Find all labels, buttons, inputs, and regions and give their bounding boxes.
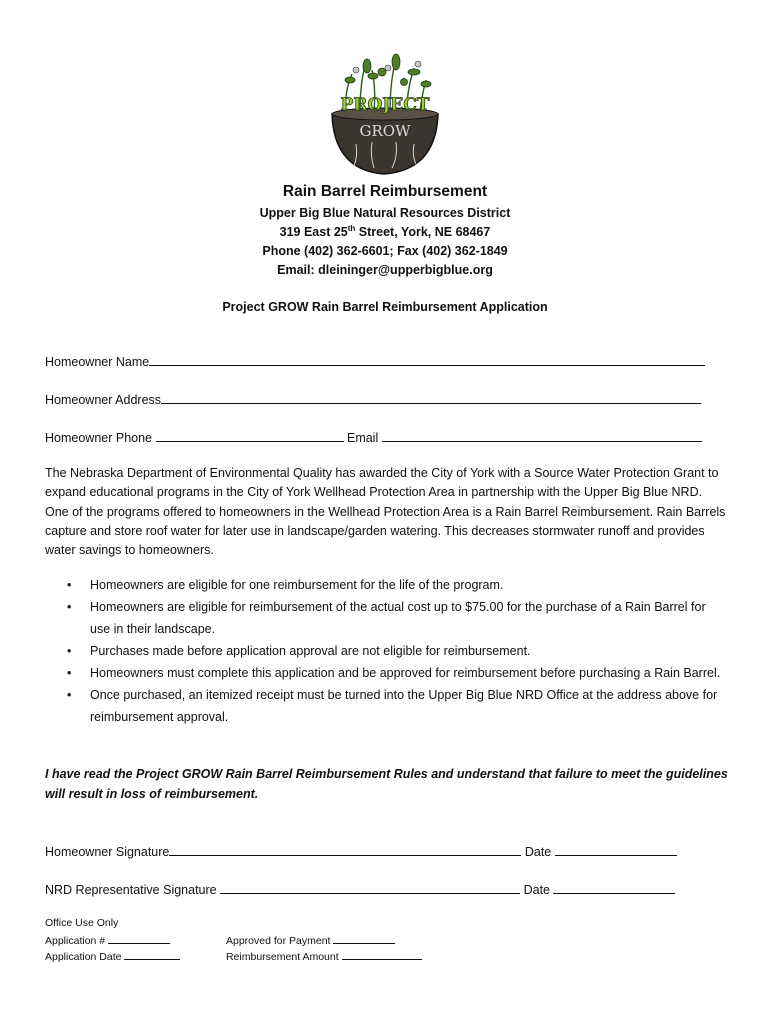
application-date-label: Application Date: [45, 951, 122, 963]
rule-item: • Homeowners must complete this application and be approved for reimbursement before purchasing a Rain Barrel.: [45, 662, 725, 684]
homeowner-address-row: [45, 390, 725, 407]
bullet-icon: •: [67, 666, 72, 680]
application-number-label: Application #: [45, 935, 106, 947]
form-title: Rain Barrel Reimbursement: [282, 183, 488, 200]
rule-item: • Purchases made before application approval are not eligible for reimbursement.: [45, 640, 725, 662]
date-label: Date: [523, 883, 550, 897]
logo-text-bottom: GROW: [359, 122, 411, 140]
bullet-icon: •: [67, 688, 72, 702]
date-label: Date: [524, 845, 552, 859]
homeowner-address-label: Homeowner Address: [45, 393, 162, 407]
org-name: Upper Big Blue Natural Resources District: [259, 206, 511, 220]
homeowner-name-field[interactable]: [149, 352, 705, 366]
reimbursement-amount-label: Reimbursement Amount: [226, 951, 339, 963]
bullet-icon: •: [67, 600, 72, 614]
office-use-heading: Office Use Only: [45, 917, 119, 929]
nrd-date-field[interactable]: [553, 880, 675, 894]
homeowner-date-field[interactable]: [555, 842, 677, 856]
homeowner-name-label: Homeowner Name: [45, 355, 150, 369]
org-address: 319 East 25th Street, York, NE 68467: [279, 223, 491, 239]
application-number-row: [45, 933, 170, 947]
logo-text-top: PROJECT: [340, 95, 430, 115]
rules-list: [45, 574, 725, 728]
approved-payment-field[interactable]: [333, 933, 395, 944]
intro-paragraph: The Nebraska Department of Environmental Quality has awarded the City of York with a Source Water Protection Grant to expand educational programs in the City of York Wellhead Protection Area in partnership with the Upper Big Blue NRD. One of the programs offered to homeowners in the Wellhead Protection Area is a Rain Barrel Reimbursement. Rain Barrels capture and store roof water for later use in landscape/garden watering. This decreases stormwater runoff and provides water savings to homeowners.: [45, 466, 726, 558]
application-title: Project GROW Rain Barrel Reimbursement Application: [222, 300, 548, 314]
homeowner-signature-row: [45, 842, 725, 859]
application-date-row: [45, 949, 180, 963]
nrd-signature-field[interactable]: [220, 880, 520, 894]
nrd-signature-row: [45, 880, 725, 897]
approved-payment-row: [226, 933, 395, 947]
project-grow-logo: [326, 52, 444, 178]
rule-item: • Once purchased, an itemized receipt must be turned into the Upper Big Blue NRD Office at the address above for reimbursement approval.: [45, 684, 725, 728]
reimbursement-amount-field[interactable]: [342, 949, 422, 960]
rule-item: • Homeowners are eligible for one reimbursement for the life of the program.: [45, 574, 725, 596]
homeowner-name-row: [45, 352, 725, 369]
homeowner-address-field[interactable]: [161, 390, 701, 404]
email-label: Email: [346, 431, 379, 445]
org-email: Email: dleininger@upperbigblue.org: [277, 263, 493, 277]
homeowner-phone-field[interactable]: [156, 428, 344, 442]
acknowledgement-notice: I have read the Project GROW Rain Barrel Reimbursement Rules and understand that failure to meet the guidelines will result in loss of reimbursement.: [45, 767, 728, 801]
email-field[interactable]: [382, 428, 702, 442]
org-phone: Phone (402) 362-6601; Fax (402) 362-1849: [262, 244, 508, 258]
reimbursement-amount-row: [226, 949, 422, 963]
rule-item: • Homeowners are eligible for reimbursement of the actual cost up to $75.00 for the purchase of a Rain Barrel for use in their landscape.: [45, 596, 725, 640]
homeowner-signature-field[interactable]: [169, 842, 521, 856]
homeowner-phone-label: Homeowner Phone: [45, 431, 153, 445]
approved-payment-label: Approved for Payment: [226, 935, 331, 947]
bullet-icon: •: [67, 644, 72, 658]
bullet-icon: •: [67, 578, 72, 592]
homeowner-phone-row: [45, 428, 725, 445]
nrd-signature-label: NRD Representative Signature: [45, 883, 217, 897]
homeowner-signature-label: Homeowner Signature: [45, 845, 170, 859]
application-number-field[interactable]: [108, 933, 170, 944]
application-date-field[interactable]: [124, 949, 180, 960]
